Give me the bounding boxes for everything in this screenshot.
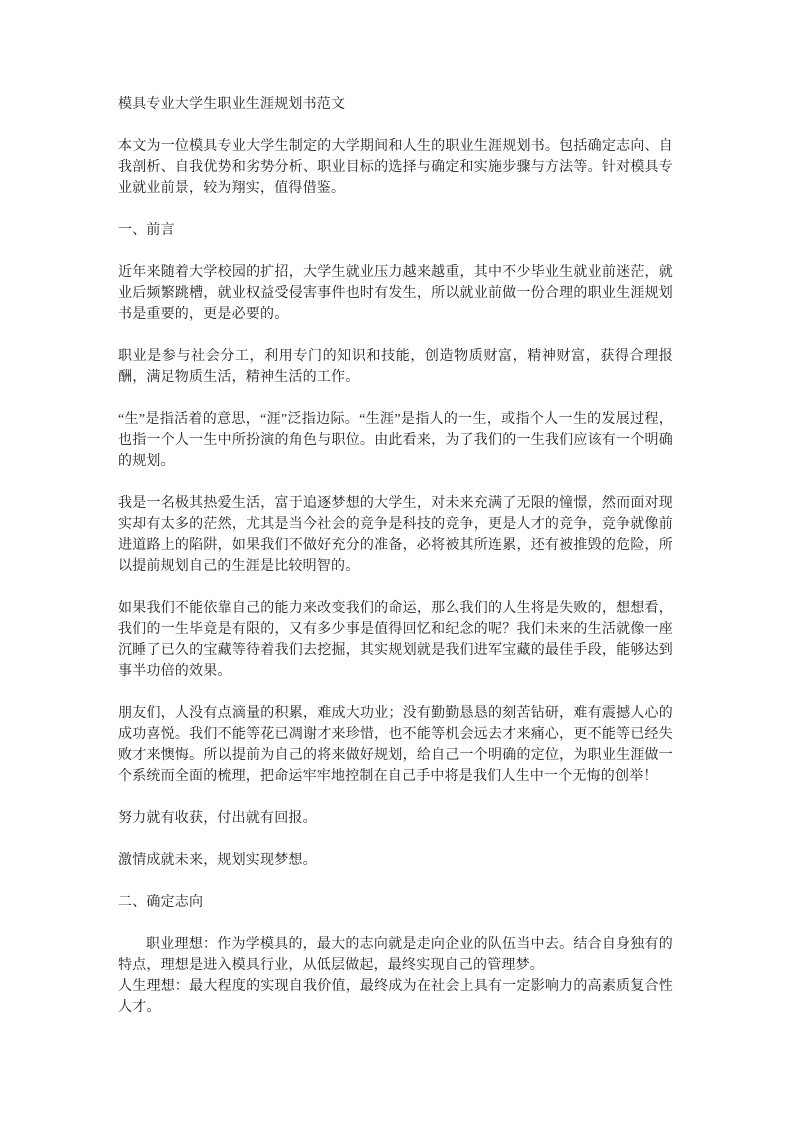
document-title: 模具专业大学生职业生涯规划书范文 <box>118 97 346 112</box>
paragraph: 人生理想：最大程度的实现自我价值，最终成为在社会上具有一定影响力的高素质复合性人才。 <box>118 979 673 1015</box>
paragraph: 激情成就未来，规划实现梦想。 <box>118 853 317 868</box>
paragraph: 本文为一位模具专业大学生制定的大学期间和人生的职业生涯规划书。包括确定志向、自我剖析、自我优势和劣势分析、职业目标的选择与确定和实施步骤与方法等。针对模具专业就业前景，较为翔实，值得借鉴。 <box>118 139 673 196</box>
paragraph: 朋友们，人没有点滴量的积累，难成大功业；没有勤勤恳恳的刻苦钻研，难有震撼人心的成功喜悦。我们不能等花已凋谢才来珍惜，也不能等机会远去才来痛心，更不能等已经失败才来懊悔。所以提前为自己的将来做好规划，给自己一个明确的定位，为职业生涯做一个系统而全面的梳理，把命运牢牢地控制在自己手中将是我们人生中一个无悔的创举！ <box>118 706 673 784</box>
paragraph: 职业是参与社会分工，利用专门的知识和技能，创造物质财富，精神财富，获得合理报酬，满足物质生活，精神生活的工作。 <box>118 349 673 385</box>
section-heading: 一、前言 <box>118 223 175 238</box>
section-heading: 二、确定志向 <box>118 895 204 910</box>
paragraph: 努力就有收获，付出就有回报。 <box>118 811 317 826</box>
paragraph: 我是一名极其热爱生活，富于追逐梦想的大学生，对未来充满了无限的憧憬，然而面对现实却有太多的茫然，尤其是当今社会的竞争是科技的竞争，更是人才的竞争，竞争就像前进道路上的陷阱，如果我们不做好充分的准备，必将被其所连累，还有被推毁的危险，所以提前规划自己的生涯是比较明智的。 <box>118 496 673 574</box>
paragraph: 如果我们不能依靠自己的能力来改变我们的命运，那么我们的人生将是失败的，想想看，我们的一生毕竟是有限的，又有多少事是值得回忆和纪念的呢？我们未来的生活就像一座沉睡了已久的宝藏等待着我们去挖掘，其实规划就是我们进军宝藏的最佳手段，能够达到事半功倍的效果。 <box>118 601 673 679</box>
paragraph: 近年来随着大学校园的扩招，大学生就业压力越来越重，其中不少毕业生就业前迷茫，就业后频繁跳槽，就业权益受侵害事件也时有发生，所以就业前做一份合理的职业生涯规划书是重要的，更是必要的。 <box>118 265 673 322</box>
paragraph: 职业理想：作为学模具的，最大的志向就是走向企业的队伍当中去。结合自身独有的特点，理想是进入模具行业，从低层做起，最终实现自己的管理梦。 <box>118 937 673 973</box>
paragraph: “生”是指活着的意思，“涯”泛指边际。“生涯”是指人的一生，或指个人一生的发展过程，也指一个人一生中所扮演的角色与职位。由此看来，为了我们的一生我们应该有一个明确的规划。 <box>118 412 673 469</box>
document-content <box>118 94 673 1018</box>
